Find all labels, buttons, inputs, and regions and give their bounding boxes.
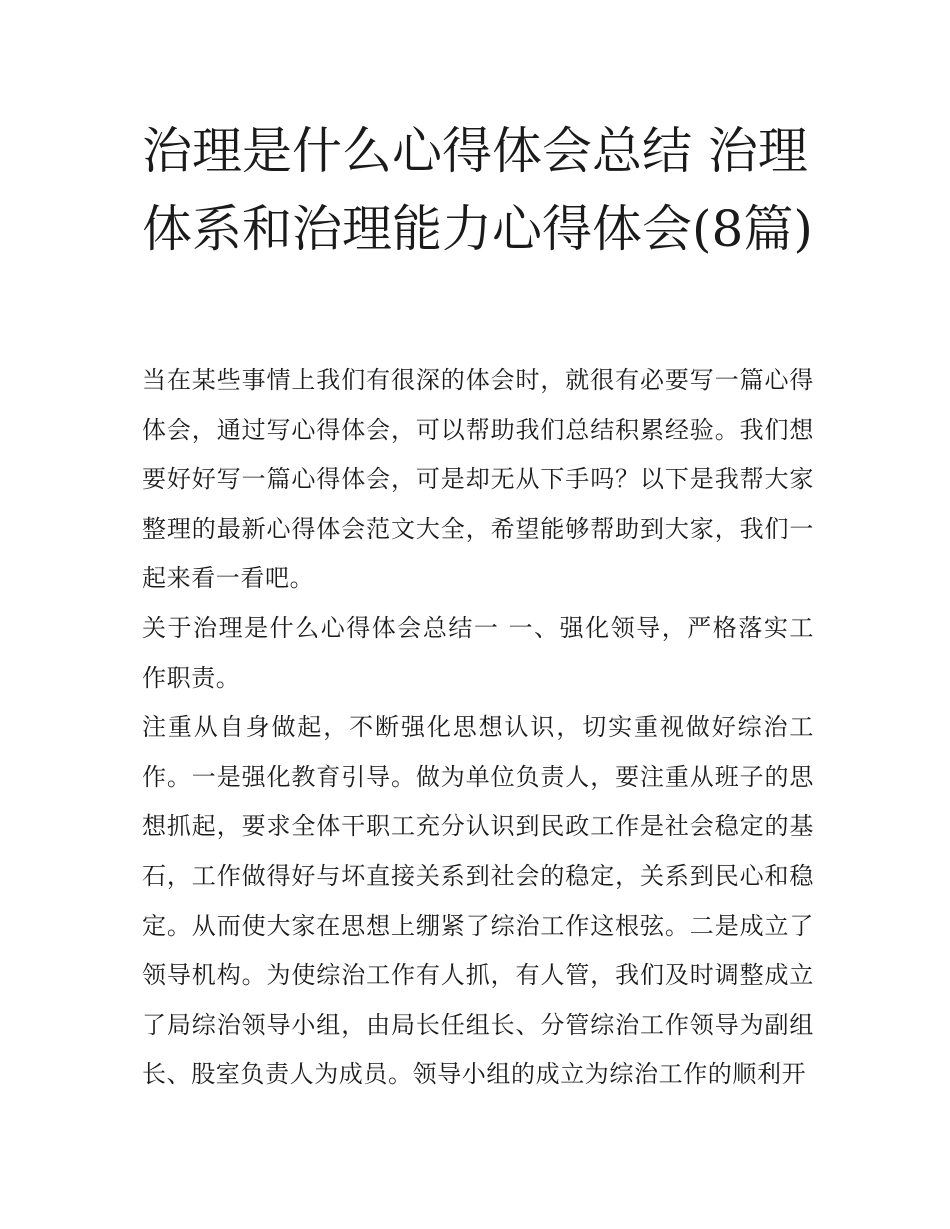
document-body bbox=[142, 356, 814, 1100]
intro-paragraph: 当在某些事情上我们有很深的体会时，就很有必要写一篇心得体会，通过写心得体会，可以帮助我们总结积累经验。我们想要好好写一篇心得体会，可是却无从下手吗？以下是我帮大家整理的最新心得体会范文大全，希望能够帮助到大家，我们一起来看一看吧。 bbox=[142, 366, 814, 593]
body-paragraph: 注重从自身做起，不断强化思想认识，切实重视做好综治工作。一是强化教育引导。做为单位负责人，要注重从班子的思想抓起，要求全体干职工充分认识到民政工作是社会稳定的基石，工作做得好与坏直接关系到社会的稳定，关系到民心和稳定。从而使大家在思想上绷紧了综治工作这根弦。二是成立了领导机构。为使综治工作有人抓，有人管，我们及时调整成立了局综治领导小组，由局长任组长、分管综治工作领导为副组长、股室负责人为成员。领导小组的成立为综治工作的顺利开 bbox=[142, 713, 814, 1089]
document-title: 治理是什么心得体会总结 治理体系和治理能力心得体会(8篇) bbox=[142, 122, 813, 258]
section-heading-paragraph: 关于治理是什么心得体会总结一 一、强化领导，严格落实工作职责。 bbox=[142, 613, 814, 692]
